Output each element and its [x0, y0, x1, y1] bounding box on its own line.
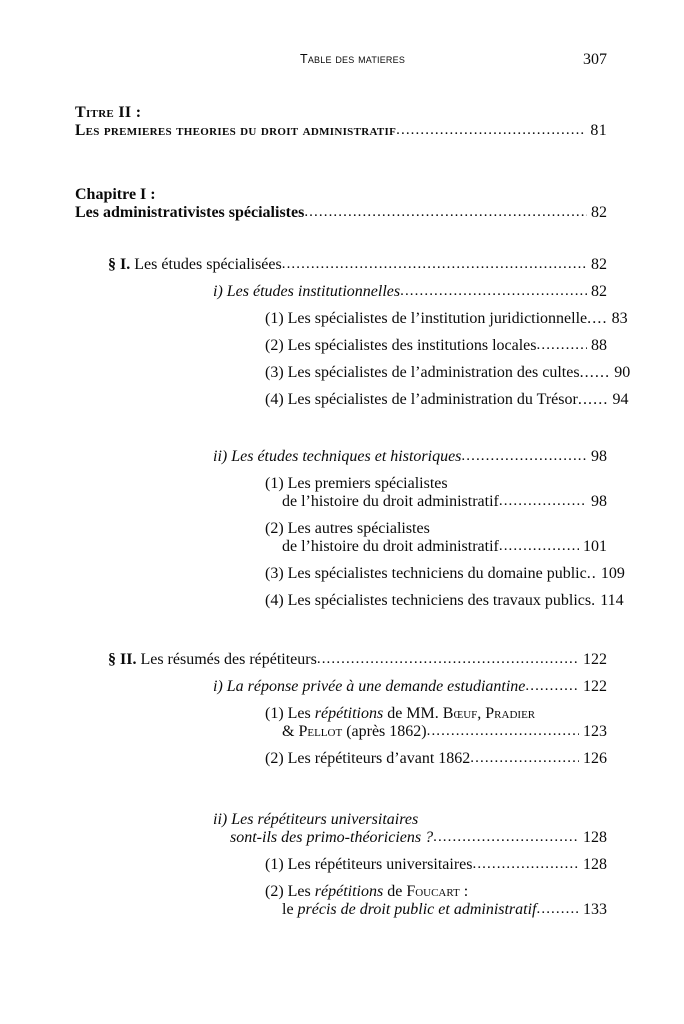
toc-entry[interactable] [265, 391, 629, 409]
entry-label-line1: ii) Les répétiteurs universitaires [213, 811, 419, 828]
toc-entry[interactable] [265, 592, 624, 610]
entry-label-rest: Les résumés des répétiteurs [136, 651, 317, 668]
entry-line [265, 337, 607, 355]
running-header-title: Table des matieres [300, 52, 406, 66]
text-run: (2) Les [265, 883, 315, 900]
entry-page-number: 128 [583, 856, 607, 873]
dot-leader [499, 493, 587, 510]
toc-entry[interactable] [265, 475, 607, 511]
dot-leader [470, 750, 579, 767]
dot-leader [537, 337, 588, 354]
entry-page-number: 128 [583, 829, 607, 846]
toc-chapter-block[interactable] [75, 186, 607, 222]
entry-page-number: 109 [600, 565, 625, 582]
entry-label-line1: (1) Les premiers spécialistes [265, 475, 448, 492]
toc-entry[interactable] [265, 856, 607, 874]
entry-label-text: (1) Les répétiteurs universitaires [265, 856, 473, 873]
entry-line [265, 750, 607, 768]
toc-entry[interactable] [265, 310, 628, 328]
toc-entries [75, 256, 631, 919]
text-run: & [282, 723, 299, 740]
toc-title-head: Titre II : [75, 104, 142, 121]
text-run: répétitions [314, 883, 384, 900]
entry-label-line1 [265, 705, 607, 723]
entry-line [265, 391, 629, 409]
toc-list [75, 104, 631, 928]
entry-line [108, 651, 607, 669]
toc-title-block[interactable] [75, 104, 607, 140]
dot-leader [433, 829, 579, 846]
entry-line [265, 856, 607, 874]
entry-label-text: ii) Les études techniques et historiques [213, 448, 462, 465]
dot-leader: . [591, 592, 597, 609]
text-run: précis de droit public et administratif [297, 901, 537, 918]
toc-entry[interactable] [213, 448, 607, 466]
toc-entry[interactable] [265, 705, 607, 741]
entry-line [213, 283, 607, 301]
entry-line [108, 256, 607, 274]
entry-line [265, 592, 624, 610]
entry-label-text [108, 651, 317, 669]
entry-label-text [282, 901, 537, 919]
entry-label-line1 [265, 883, 607, 901]
toc-entry[interactable] [265, 750, 607, 768]
text-run: (après 1862) [342, 723, 427, 740]
entry-page-number: 122 [583, 678, 607, 695]
entry-page-number: 122 [583, 651, 607, 668]
entry-symbol: § II. [108, 651, 137, 668]
toc-chapter-line [75, 204, 607, 222]
dot-leader: ...... [579, 364, 611, 381]
text-run: Bœuf, Pradier [442, 705, 536, 722]
entry-line [213, 678, 607, 696]
dot-leader [282, 256, 587, 273]
entry-page-number: 82 [591, 283, 607, 300]
dot-leader: .. [586, 565, 597, 582]
entry-label-line2 [265, 538, 607, 556]
entry-page-number: 123 [583, 723, 607, 740]
entry-label-line2 [265, 493, 607, 511]
toc-title-line [75, 122, 607, 140]
dot-leader: .... [587, 310, 608, 327]
entry-page-number: 133 [583, 901, 607, 918]
toc-entry[interactable] [265, 883, 607, 919]
entry-label-text [108, 256, 282, 274]
toc-entry[interactable] [213, 811, 607, 847]
dot-leader [427, 723, 579, 740]
entry-label-text: (3) Les spécialistes techniciens du domaine public [265, 565, 587, 582]
entry-page-number: 126 [583, 750, 607, 767]
toc-entry[interactable] [265, 364, 631, 382]
dot-leader [317, 651, 579, 668]
dot-leader [400, 283, 587, 300]
toc-chapter-head: Chapitre I : [75, 186, 156, 203]
toc-entry[interactable] [213, 678, 607, 696]
toc-title-page: 81 [590, 122, 607, 139]
entry-label-text: (2) Les répétiteurs d’avant 1862 [265, 750, 471, 767]
dot-leader [537, 901, 580, 918]
text-run: Foucart [406, 883, 460, 900]
entry-label-text: (1) Les spécialistes de l’institution juridictionnelle [265, 310, 588, 327]
entry-label-text: (4) Les spécialistes de l’administration du Trésor [265, 391, 578, 408]
dot-leader [525, 678, 579, 695]
toc-entry[interactable] [108, 256, 607, 274]
entry-page-number: 101 [583, 538, 607, 555]
text-run: le [282, 901, 298, 918]
entry-line [265, 565, 625, 583]
text-run: (1) Les [265, 705, 315, 722]
text-run: répétitions [314, 705, 384, 722]
entry-label-text: (4) Les spécialistes techniciens des travaux publics [265, 592, 592, 609]
entry-label-line2 [213, 829, 607, 847]
toc-entry[interactable] [265, 520, 607, 556]
entry-label-text [282, 723, 427, 741]
text-run: de [383, 883, 407, 900]
entry-label-line1: (2) Les autres spécialistes [265, 520, 430, 537]
toc-entry[interactable] [265, 337, 607, 355]
toc-entry[interactable] [108, 651, 607, 669]
entry-label-text: (2) Les spécialistes des institutions locales [265, 337, 537, 354]
entry-page-number: 114 [600, 592, 624, 609]
toc-entry[interactable] [265, 565, 625, 583]
entry-label-text: de l’histoire du droit administratif [282, 493, 499, 510]
dot-leader: ...... [577, 391, 609, 408]
entry-page-number: 83 [611, 310, 628, 327]
entry-page-number: 88 [591, 337, 607, 354]
running-header [75, 52, 607, 72]
entry-label-text: i) La réponse privée à une demande estudiantine [213, 678, 526, 695]
dot-leader [472, 856, 579, 873]
entry-page-number: 90 [614, 364, 631, 381]
entry-label-text: de l’histoire du droit administratif [282, 538, 499, 555]
entry-label-line2 [265, 723, 607, 741]
toc-chapter-page: 82 [591, 204, 607, 221]
toc-title-label: Les premieres theories du droit administratif [75, 122, 397, 139]
dot-leader [304, 204, 587, 221]
entry-line [265, 364, 631, 382]
dot-leader [396, 122, 586, 139]
text-run: Pellot [298, 723, 343, 740]
entry-symbol: § I. [108, 256, 131, 273]
text-run: de MM. [383, 705, 443, 722]
entry-line [265, 310, 628, 328]
running-header-folio: 307 [583, 51, 607, 68]
entry-label-text: i) Les études institutionnelles [213, 283, 401, 300]
dot-leader [499, 538, 579, 555]
entry-label-rest: Les études spécialisées [130, 256, 282, 273]
entry-label-text: sont-ils des primo-théoriciens ? [230, 829, 434, 846]
entry-page-number: 82 [591, 256, 607, 273]
entry-page-number: 98 [591, 493, 607, 510]
entry-line [213, 448, 607, 466]
entry-label-line2 [265, 901, 607, 919]
entry-label-text: (3) Les spécialistes de l’administration des cultes [265, 364, 580, 381]
text-run: : [459, 883, 469, 900]
entry-page-number: 98 [591, 448, 607, 465]
toc-chapter-label: Les administrativistes spécialistes [75, 204, 305, 221]
toc-entry[interactable] [213, 283, 607, 301]
entry-page-number: 94 [612, 391, 629, 408]
dot-leader [461, 448, 587, 465]
